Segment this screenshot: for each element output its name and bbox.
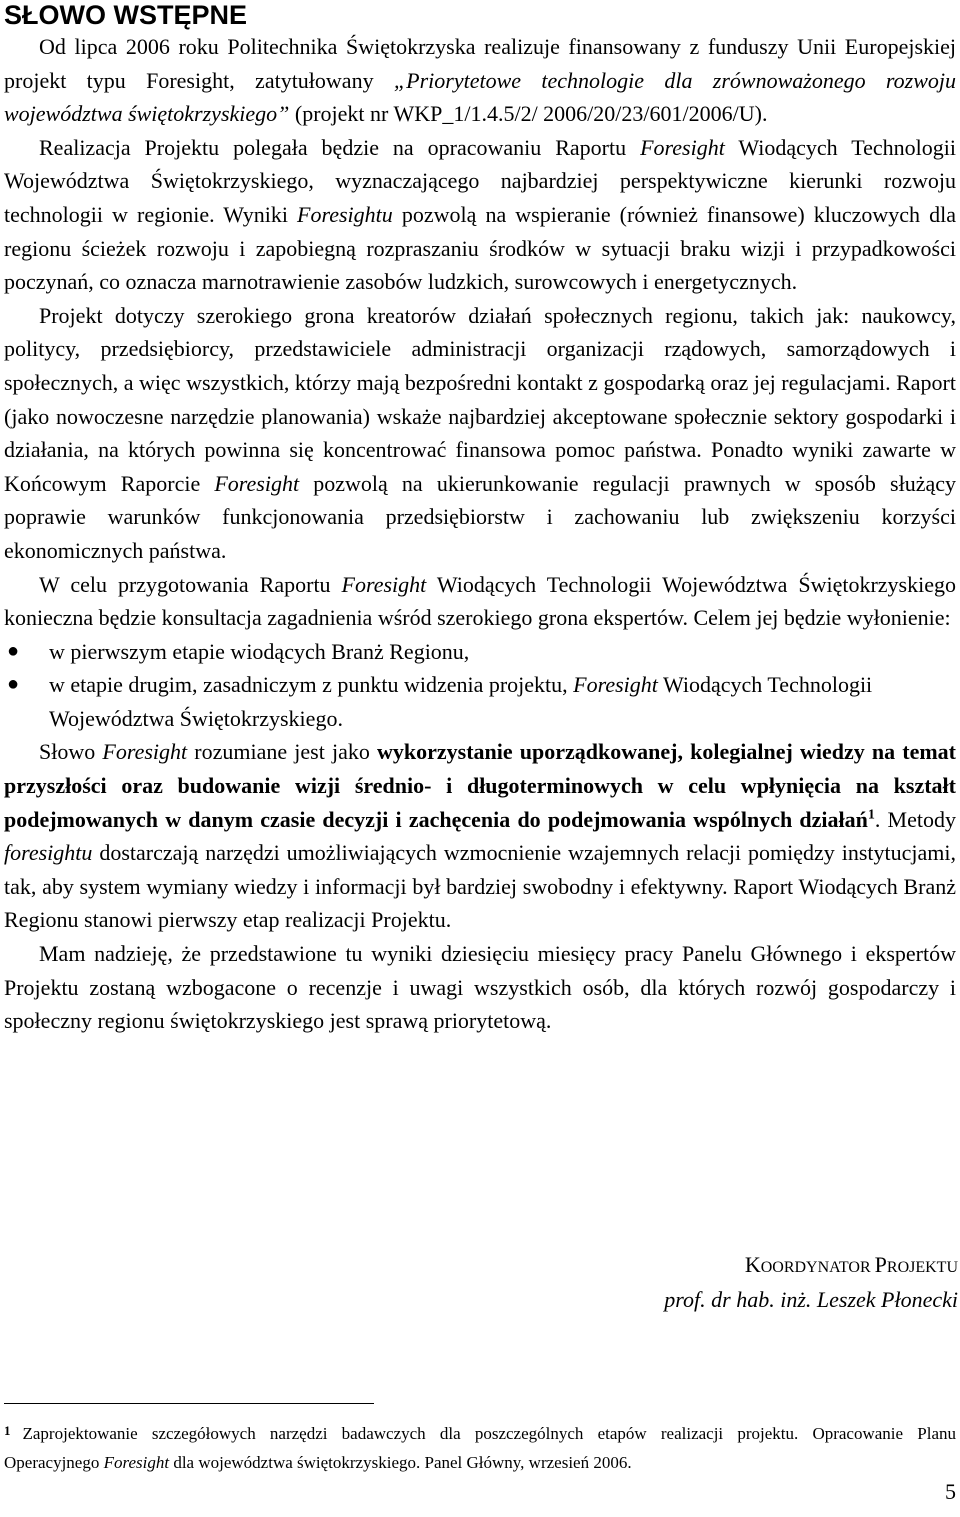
paragraph-text: pozwolą na wspieranie (również finansowe) kluczowych dla regionu ścieżek rozwoju i zapobiegną rozpraszaniu środków w sytuacji braku wizji i przypadkowości poczynań, co oznacza marnotrawienie zasobów ludzkich, surowcowych i energetycznych. — [4, 201, 956, 295]
role-initial: K — [744, 1252, 761, 1277]
list-item-text: w etapie drugim, zasadniczym z punktu widzenia projektu, — [49, 672, 574, 698]
paragraph-text: Wiodących Technologii Województwa Świętokrzyskiego, wyznaczającego najbardziej perspektywiczne kierunki rozwoju technologii w regionie. Wyniki — [4, 134, 956, 227]
paragraph-text: dostarczają narzędzi umożliwiających wzmocnienie wzajemnych relacji pomiędzy instytucjami, tak, aby system wymiany wiedzy i informacji był bardziej swobodny i efektywny. Raport Wiodących Branż Regionu stanowi pierwszy etap realizacji Projektu. — [4, 840, 956, 933]
paragraph-text: rozumiane jest jako — [187, 739, 377, 765]
footnote-divider — [4, 1403, 374, 1404]
paragraph-project-scope — [4, 299, 956, 568]
footnote-text: Zaprojektowanie szczegółowych narzędzi badawczych dla poszczególnych etapów realizacji projektu. Opracowanie Planu Operacyjnego — [4, 1424, 956, 1472]
bullet-icon: ● — [7, 673, 20, 696]
paragraph-consultation — [4, 568, 956, 635]
paragraph-intro-text: Od lipca 2006 roku Politechnika Świętokrzyska realizuje finansowany z funduszy Unii Europejskiej projekt typu Foresight, zatytułowany — [4, 34, 956, 93]
project-title: „Priorytetowe technologie dla zrównoważonego rozwoju województwa świętokrzyskiego” — [4, 67, 957, 127]
paragraph-intro — [4, 30, 956, 131]
foresight-term: Foresight — [341, 571, 427, 597]
signature-block — [664, 1250, 958, 1317]
project-number: (projekt nr WKP_1/1.4.5/2/ 2006/20/23/601/2006/U). — [289, 101, 768, 127]
paragraph-text: W celu przygotowania Raportu — [39, 571, 342, 597]
footnote — [4, 1420, 956, 1477]
foresight-term: Foresight — [103, 1453, 170, 1472]
role-rest: ROJEKTU — [886, 1259, 958, 1276]
role-rest: OORDYNATOR — [760, 1259, 875, 1276]
signature-role — [664, 1250, 958, 1283]
definition-bold: wykorzystanie uporządkowanej, kolegialnej wiedzy na temat przyszłości oraz budowanie wizji średnio- i długoterminowych w celu wpłynięcia na kształt podejmowanych w danym czasie decyzji i zachęcenia do podejmowania wspólnych działań — [4, 739, 956, 832]
paragraph-definition — [4, 735, 956, 937]
list-item — [7, 635, 956, 669]
page-title: SŁOWO WSTĘPNE — [4, 0, 247, 30]
foresight-term: Foresight — [102, 739, 188, 765]
signature-name: prof. dr hab. inż. Leszek Płonecki — [664, 1287, 958, 1312]
footnote-text: dla województwa świętokrzyskiego. Panel Główny, wrzesień 2006. — [169, 1453, 632, 1472]
list-item-text: w pierwszym etapie wiodących Branż Regionu, — [49, 638, 470, 664]
selection-list — [4, 635, 956, 736]
paragraph-closing: Mam nadzieję, że przedstawione tu wyniki dziesięciu miesięcy pracy Panelu Głównego i ekspertów Projektu zostaną wzbogacone o recenzje i uwagi wszystkich osób, dla których rozwój gospodarczy i społeczny regionu świętokrzyskiego jest sprawą priorytetową. — [4, 941, 956, 1034]
paragraph-text: pozwolą na ukierunkowanie regulacji prawnych w sposób służący poprawie warunków funkcjonowania przedsiębiorstw i zachowaniu lub zwiększeniu korzyści ekonomicznych państwa. — [4, 470, 956, 563]
paragraph-realization — [4, 131, 956, 299]
foresight-term: Foresightu — [297, 201, 393, 227]
foresight-term: foresightu — [4, 840, 93, 866]
foresight-term: Foresight — [640, 134, 725, 160]
foresight-term: Foresight — [573, 672, 658, 698]
page-number: 5 — [945, 1479, 956, 1504]
list-item-text: Wiodących Technologii Województwa Świętokrzyskiego. — [49, 672, 873, 731]
paragraph-text: Słowo — [39, 739, 103, 765]
paragraph-text: . Metody — [874, 806, 956, 832]
role-initial: P — [874, 1252, 887, 1277]
bullet-icon: ● — [7, 639, 20, 662]
paragraph-text: Wiodących Technologii Województwa Świętokrzyskiego konieczna będzie konsultacja zagadnienia wśród szerokiego grona ekspertów. Celem jej będzie wyłonienie: — [4, 571, 956, 631]
paragraph-text: Realizacja Projektu polegała będzie na opracowaniu Raportu — [39, 134, 641, 160]
foresight-term: Foresight — [214, 470, 300, 496]
paragraph-text: Projekt dotyczy szerokiego grona kreatorów działań społecznych regionu, takich jak: naukowcy, politycy, przedsiębiorcy, przedstawiciele administracji organizacji rządowych, samorządowych i społecznych, a więc wszystkich, którzy mają bezpośredni kontakt z gospodarką oraz jej regulacjami. Raport (jako nowoczesne narzędzie planowania) wskaże najbardziej akceptowane społecznie sektory gospodarki i działania, na których powinna się koncentrować finansowa pomoc państwa. Ponadto wyniki zawarte w Końcowym Raporcie — [4, 302, 956, 496]
footnote-reference[interactable]: 1 — [867, 807, 875, 823]
document-page — [4, 0, 956, 1038]
footnote-mark: 1 — [4, 1423, 11, 1438]
list-item — [7, 668, 956, 735]
